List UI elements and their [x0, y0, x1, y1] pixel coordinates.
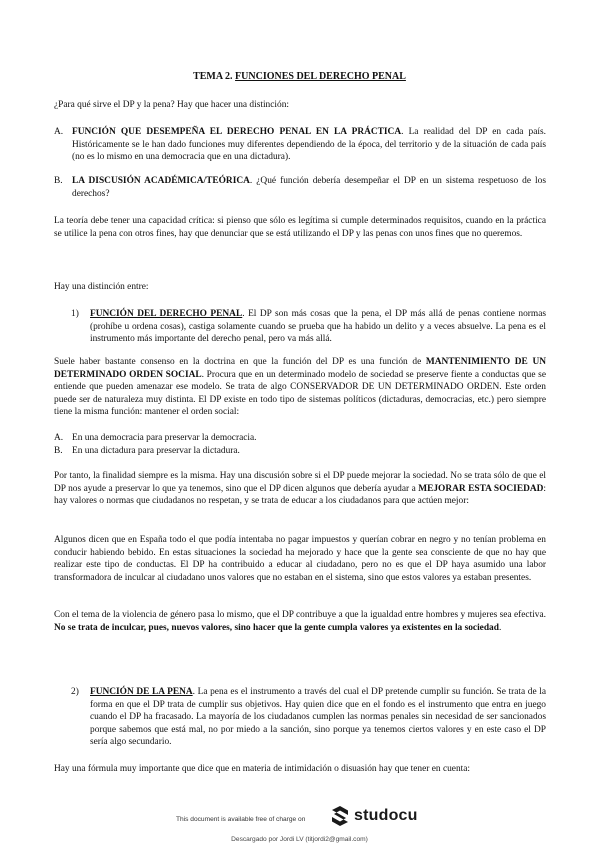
paragraph-violencia	[54, 609, 546, 634]
text-run: .	[498, 622, 502, 633]
numbered-item-1	[71, 308, 547, 346]
studocu-brand: studocu	[354, 806, 418, 824]
bold-run: MANTENIMIENTO DE UN DETERMINADO ORDEN SOCIAL	[54, 357, 546, 380]
question-paragraph: ¿Para qué sirve el DP y la pena? Hay que hacer una distinción:	[54, 100, 289, 110]
list-marker: A.	[54, 433, 64, 443]
list-item-b	[54, 175, 546, 200]
list-item-heading: LA DISCUSIÓN ACADÉMICA/TEÓRICA	[72, 176, 250, 186]
paragraph-consenso	[54, 356, 546, 419]
paragraph-teoria: La teoría debe tener una capacidad crítica: si pienso que sólo es legítima si cumple determinados requisitos, cuando en la práctica se utilice la pena con otros fines, hay que denunciar que se está utilizando el DP y las penas con unos fines que no queremos.	[54, 216, 546, 239]
list-marker: A.	[54, 127, 64, 137]
download-attribution: Descargado por Jordi LV (titjordi2@gmail.com)	[231, 836, 368, 843]
studocu-logo-icon	[330, 805, 350, 827]
numbered-item-2	[71, 686, 546, 749]
numbered-marker: 2)	[71, 687, 79, 697]
text-run: : hay valores o normas que ciudadanos no respetan, y se trata de educar a los ciudadanos para que actúen mejor:	[54, 483, 546, 507]
footer-available-text: This document is available free of charge on	[176, 816, 306, 823]
list-item-text: En una democracia para preservar la democracia.	[72, 433, 257, 443]
paragraph-espana: Algunos dicen que en España todo el que podía intentaba no pagar impuestos y querían cobrar en negro y no tenían problema en conducir habiendo bebido. En estas situaciones la sociedad ha mejorado y hace que la gente sea consciente de que no hay que realizar este tipo de conductas. El DP ha contribuido a educar al ciudadano, pero no es que el DP haya asumido una labor transformadora de inculcar al ciudadano unos valores que no estaban en el sistema, sino que estos valores ya estaban presentes.	[54, 535, 546, 583]
title-prefix: TEMA 2.	[193, 71, 233, 82]
numbered-item-heading: FUNCIÓN DE LA PENA	[90, 687, 193, 697]
list-item-text: . ¿Qué función debería desempeñar el DP en un sistema respetuoso de los derechos?	[72, 176, 546, 199]
list-marker: B.	[54, 176, 63, 186]
bold-run: No se trata de inculcar, pues, nuevos valores, sino hacer que la gente cumpla valores ya existentes en la sociedad	[54, 622, 499, 633]
studocu-logo[interactable]	[330, 803, 418, 829]
list-item-a	[54, 126, 546, 164]
numbered-item-text: . El DP son más cosas que la pena, el DP más allá de penas contiene normas (prohíbe u ordena cosas), castiga solamente cuando se prueba que ha habido un delito y a veces absuelve. La pena es el instrumento más importante del derecho penal, pero va más allá.	[90, 309, 547, 345]
list-item-a2	[54, 432, 546, 445]
text-run: Suele haber bastante consenso en la doctrina en que la función del DP es una función de	[54, 357, 426, 367]
list-marker: B.	[54, 446, 63, 456]
paragraph-finalidad	[54, 470, 546, 508]
numbered-item-text: . La pena es el instrumento a través del cual el DP pretende cumplir su función. Se trata de la forma en que el DP trata de cumplir sus objetivos. Hay quien dice que en el fondo es el instrumento que entra en juego cuando el DP ha fracasado. La mayoría de los ciudadanos cumplen las normas penales sin necesidad de ser sancionados porque sabemos que está mal, no por miedo a la sanción, sino porque ya tenemos ciertos valores y en este caso el DP sería algo secundario.	[90, 687, 546, 748]
title-underlined: FUNCIONES DEL DERECHO PENAL	[235, 71, 406, 82]
text-run: Por tanto, la finalidad siempre es la misma. Hay una discusión sobre si el DP puede mejorar la sociedad. No se trata sólo de que el DP nos ayude a preservar lo que ya tenemos, sino que el DP dicen algunos que debería ayudar a	[54, 471, 546, 494]
paragraph-distincion: Hay una distinción entre:	[54, 282, 149, 292]
numbered-item-heading: FUNCIÓN DEL DERECHO PENAL	[90, 309, 243, 319]
list-item-heading: FUNCIÓN QUE DESEMPEÑA EL DERECHO PENAL EN LA PRÁCTICA	[72, 127, 402, 137]
numbered-marker: 1)	[71, 309, 79, 319]
paragraph-formula: Hay una fórmula muy importante que dice que en materia de intimidación o disuasión hay que tener en cuenta:	[54, 764, 471, 774]
list-item-text: En una dictadura para preservar la dictadura.	[72, 446, 240, 456]
page-title	[0, 71, 599, 84]
text-run: Con el tema de la violencia de género pasa lo mismo, que el DP contribuye a que la igualdad entre hombres y mujeres sea efectiva.	[54, 610, 546, 620]
list-item-b2	[54, 445, 546, 458]
bold-run: MEJORAR ESTA SOCIEDAD	[418, 483, 544, 494]
list-item-text: . La realidad del DP en cada país. Históricamente se le han dado funciones muy diferentes dependiendo de la época, del territorio y de la situación de cada país (no es lo mismo en una democracia que en una dictadura).	[72, 127, 546, 163]
text-run: . Procura que en un determinado modelo de sociedad se preserve fiente a conductas que se entiende que pueden amenazar ese modelo. Se trata de algo CONSERVADOR DE UN DETERMINADO ORDEN. Este orden puede ser de naturaleza muy distinta. El DP existe en todo tipo de sistemas políticos (dictaduras, democracias, etc.) pero siempre tiene la misma función: mantener el orden social:	[54, 369, 546, 418]
